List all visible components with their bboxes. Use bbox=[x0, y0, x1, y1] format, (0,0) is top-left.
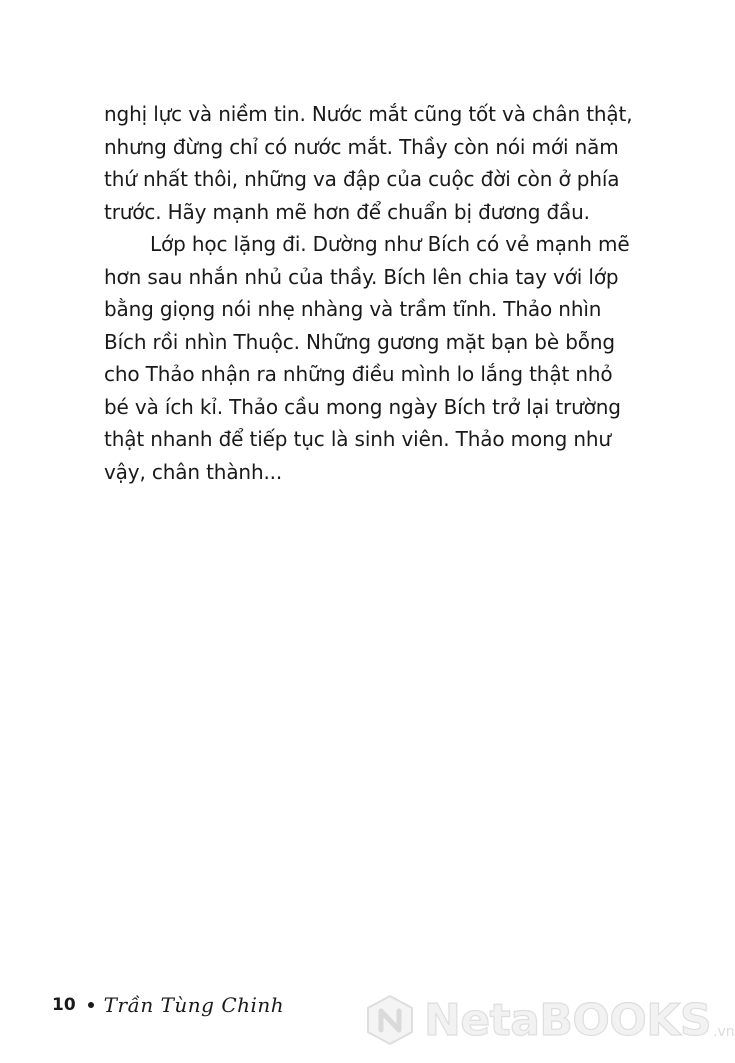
text-line: thật nhanh để tiếp tục là sinh viên. Thảo mong như bbox=[104, 427, 611, 451]
page-footer bbox=[52, 990, 284, 1020]
text-line: Bích rồi nhìn Thuộc. Những gương mặt bạn bè bỗng bbox=[104, 329, 615, 354]
watermark-suffix: .vn bbox=[713, 1024, 735, 1040]
text-line: thứ nhất thôi, những va đập của cuộc đời còn ở phía bbox=[104, 167, 620, 191]
body-text bbox=[104, 98, 633, 488]
text-line: vậy, chân thành... bbox=[104, 459, 283, 484]
text-line: nghị lực và niềm tin. Nước mắt cũng tốt và chân thật, bbox=[104, 102, 633, 126]
text-line: nhưng đừng chỉ có nước mắt. Thầy còn nói mới năm bbox=[104, 134, 619, 159]
watermark-brand: NetaBOOKS bbox=[424, 994, 712, 1046]
page-number: 10 bbox=[52, 995, 76, 1015]
text-line: bé và ích kỉ. Thảo cầu mong ngày Bích trở lại trường bbox=[104, 394, 621, 419]
text-line: hơn sau nhắn nhủ của thầy. Bích lên chia tay với lớp bbox=[104, 264, 619, 289]
text-line: trước. Hãy mạnh mẽ hơn để chuẩn bị đương đầu. bbox=[104, 199, 590, 224]
text-line: bằng giọng nói nhẹ nhàng và trầm tĩnh. Thảo nhìn bbox=[104, 297, 602, 321]
watermark bbox=[364, 988, 735, 1052]
paragraph-start-line: Lớp học lặng đi. Dường như Bích có vẻ mạnh mẽ bbox=[150, 232, 630, 256]
netabooks-logo-icon bbox=[364, 994, 416, 1046]
bullet-separator bbox=[88, 1002, 94, 1008]
author-name: Trần Tùng Chinh bbox=[103, 993, 285, 1017]
text-line: cho Thảo nhận ra những điều mình lo lắng thật nhỏ bbox=[104, 362, 613, 386]
